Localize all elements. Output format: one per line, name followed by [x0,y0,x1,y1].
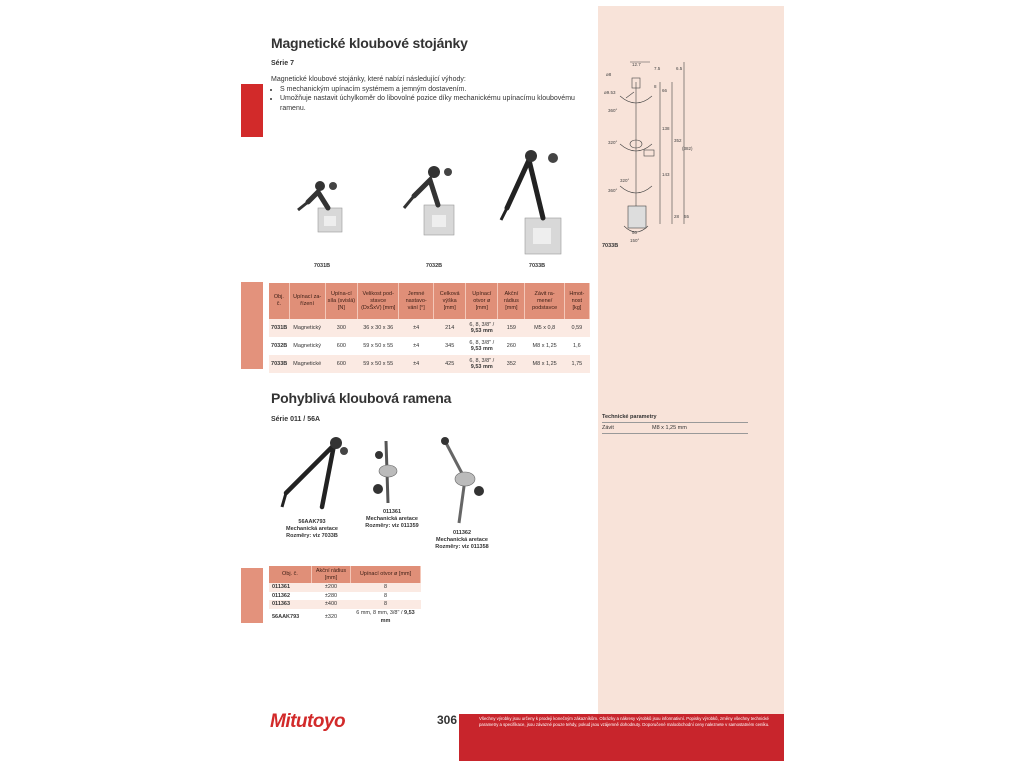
cell-size: 36 x 30 x 36 [358,319,399,337]
col-header: Upínací otvor ø [mm] [466,283,498,319]
hole-a: 6, 8, 3/8" / [469,357,495,364]
cell-device: Magnetický [289,319,325,337]
hole-b: 9,53 mm [470,346,493,352]
dim-label: 360° [608,108,618,113]
dim-label: 6.5 [676,66,683,71]
dim-label: 320° [608,140,618,145]
section2-series: Série 011 / 56A [271,416,321,423]
cell-height: 425 [434,355,466,373]
cell-radius: ±400 [312,600,351,609]
col-header: Hmot-nost [kg] [564,283,589,319]
table-row [269,355,590,373]
cell-radius: 159 [498,319,525,337]
page-number: 306 [437,713,458,727]
cell-fine: ±4 [399,337,434,355]
dim-label: 150° [630,238,640,243]
caption-line: Mechanická aretace [366,516,418,522]
section1-intro [271,75,591,113]
caption-line: Rozměry: viz 011358 [435,544,489,550]
dim-label: 360° [608,188,618,193]
cell-device: Magnetický [289,337,325,355]
cell-fine: ±4 [399,355,434,373]
cell-thread: M5 x 0,8 [525,319,564,337]
cell-code: 011361 [269,583,312,592]
table-row [269,583,421,592]
caption-line: Mechanická aretace [436,537,488,543]
cell-hole [466,337,498,355]
dim-label: 50 [632,230,638,235]
product-label-7032b: 7032B [425,263,443,269]
table-row [269,609,421,626]
cell-hole [351,583,421,592]
hole-a: 6 mm, 8 mm, 3/8" / [356,609,405,616]
col-header: Upínací za-řízení [289,283,325,319]
caption-line: Rozměry: viz 011359 [365,523,419,529]
cell-code: 7032B [269,337,289,355]
dim-label: 138 [662,126,670,131]
hole-a: 6, 8, 3/8" / [469,339,495,346]
dim-label: 352 [674,138,682,143]
cell-code: 56AAK793 [272,613,300,620]
tech-params [602,414,748,434]
arm-caption-011361 [360,509,424,530]
cell-size: 59 x 50 x 55 [358,337,399,355]
col-header: Akční rádius [mm] [312,566,351,583]
intro-bullet: • S mechanickým upínacím systémem a jemným dostavením. [280,85,591,95]
section1-series: Série 7 [271,60,294,67]
table-row [269,592,421,601]
cell-hole [351,600,421,609]
technical-drawing-7033b [600,58,695,248]
tech-value: M8 x 1,25 mm [652,425,687,431]
col-header: Upína-cí síla (svislá) [N] [325,283,358,319]
cell-force: 600 [325,337,358,355]
cell-size: 59 x 50 x 55 [358,355,399,373]
cell-mass: 0,59 [564,319,589,337]
cell-code: 011363 [269,600,312,609]
caption-line: Rozměry: viz 7033B [286,533,338,539]
cell-force: 300 [325,319,358,337]
arm-image-011361 [368,433,408,508]
cell-hole [466,319,498,337]
caption-line: Mechanická aretace [286,526,338,532]
hole-b: 9,53 mm [380,609,415,624]
caption-code: 56AAK793 [298,519,326,525]
cell-radius: 260 [498,337,525,355]
section2-title: Pohyblivá kloubová ramena [271,390,452,406]
cell-mass: 1,6 [564,337,589,355]
hole-b: 9,53 mm [470,328,493,334]
section1-header [271,35,468,51]
section-tab-red [241,84,263,137]
col-header: Obj. č. [269,566,312,583]
dim-label: 320° [620,178,630,183]
arm-caption-56aak793 [282,519,342,540]
cell-mass: 1,75 [564,355,589,373]
cell-thread: M8 x 1,25 [525,355,564,373]
dim-label: 143 [662,172,670,177]
col-header: Upínací otvor ø [mm] [351,566,421,583]
cell-code: 011362 [272,592,291,599]
arm-caption-011362 [430,530,494,551]
spec-table-stands [269,283,590,373]
cell-radius: ±200 [312,583,351,592]
dim-label: 8 [654,84,657,89]
caption-code: 011362 [452,530,472,536]
arm-image-011362 [435,433,490,528]
cell-code: 7031B [269,319,289,337]
cell-fine: ±4 [399,319,434,337]
col-header: Akční rádius [mm] [498,283,525,319]
dim-label: 66 [662,88,668,93]
dim-label: ø8 [606,72,612,77]
col-header: Obj. č. [269,283,289,319]
cell-height: 214 [434,319,466,337]
brand-logo: Mitutoyo [270,711,346,732]
section1-title: Magnetické kloubové stojánky [271,35,468,51]
cell-hole [351,609,421,626]
cell-force: 600 [325,355,358,373]
cell-radius: ±320 [324,613,338,620]
product-label-7033b: 7033B [528,263,546,269]
hole-a: 6, 8, 3/8" / [469,321,495,328]
dim-label: 55 [684,214,690,219]
dim-label: (382) [682,146,693,151]
col-header: Celková výška [mm] [434,283,466,319]
tech-label: Závit [602,425,614,431]
tech-heading: Technické parametry [602,414,748,423]
spec-table-arms [269,566,421,626]
dim-label: 12.7 [632,62,641,67]
product-label-7031b: 7031B [313,263,331,269]
cell-thread: M8 x 1,25 [525,337,564,355]
section-tab-table1 [241,282,263,369]
cell-hole [466,355,498,373]
cell-radius: 352 [498,355,525,373]
cell-device: Magnetické [289,355,325,373]
hole-b: 9,53 mm [470,364,493,370]
arm-image-56aak793 [278,435,353,515]
intro-bullet: • Umožňuje nastavit úchylkoměr do libovolné pozice díky mechanickému upínacímu kloubovému ramenu. [280,94,591,113]
cell-code: 7033B [269,355,289,373]
product-image-7033b [495,148,570,258]
cell-hole [351,592,421,601]
product-image-7032b [398,160,468,245]
col-header: Velikost pod-stavce (DxŠxV) [mm] [358,283,399,319]
tech-row [602,423,748,434]
caption-code: 011361 [382,509,402,515]
section-tab-table2 [241,568,263,623]
dim-label: 28 [674,214,680,219]
product-image-7031b [290,170,360,245]
footer-note: Všechny výrobky jsou určeny k prodeji konečným zákazníkům. Obrázky a nákresy výrobků jsou informativní. Popisky výrobků, změny všechny technické parametry a specifikace, jsou závazné pouze tehdy, pokud jsou vzájemně dohodnuty. Doporučené maloobchodní ceny naleznete v samostatném ceníku. [479,716,770,727]
cell-height: 345 [434,337,466,355]
hole-a: 8 [383,584,388,590]
table-row [269,319,590,337]
col-header: Závit ra-mene/ podstavce [525,283,564,319]
section2-header [271,390,451,406]
col-header: Jemné nastavo-vání [°] [399,283,434,319]
table-row [269,600,421,609]
hole-a: 8 [383,601,388,607]
intro-text: Magnetické kloubové stojánky, které nabízí následující výhody: [271,76,466,83]
dim-label: 7.5 [654,66,661,71]
table-row [269,337,590,355]
dim-label: ø9.53 [604,90,616,95]
drawing-label: 7033B [602,243,619,249]
hole-a: 8 [383,592,388,599]
intro-bullets [271,85,591,114]
cell-radius: ±280 [324,592,338,599]
